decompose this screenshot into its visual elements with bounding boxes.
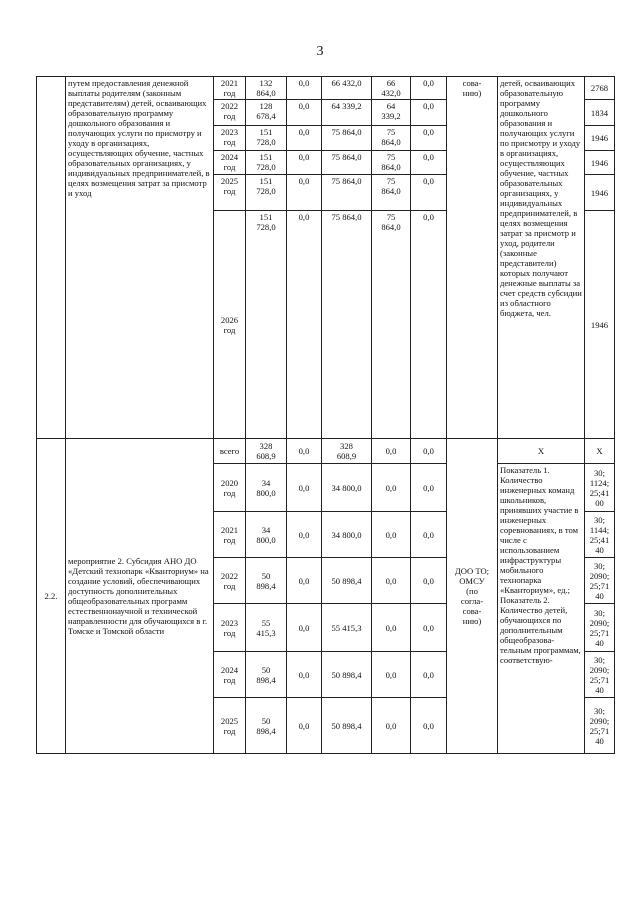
table-row-total (37, 439, 615, 464)
total-cell: 328 608,9 (246, 439, 287, 464)
federal-cell: 0,0 (287, 439, 322, 464)
total-cell: 151 728,0 (246, 126, 287, 151)
federal-cell: 0,0 (287, 77, 322, 100)
federal-cell: 0,0 (287, 151, 322, 175)
federal-cell: 0,0 (287, 175, 322, 211)
other-cell: 0,0 (411, 77, 447, 100)
year-cell: 2021 год (214, 77, 246, 100)
federal-cell: 0,0 (287, 126, 322, 151)
executor-cell: ДОО ТО; ОМСУ (по согла- сова- нию) (447, 439, 498, 754)
year-cell: 2022 год (214, 100, 246, 126)
indicator-value-cell: 30; 2090; 25;71 40 (585, 558, 615, 604)
other-cell: 0,0 (411, 439, 447, 464)
regional-cell: 34 800,0 (322, 464, 372, 512)
local-cell: 0,0 (372, 558, 411, 604)
other-cell: 0,0 (411, 604, 447, 652)
regional-cell: 75 864,0 (322, 175, 372, 211)
year-cell: 2023 год (214, 126, 246, 151)
local-cell: 0,0 (372, 652, 411, 698)
local-cell: 0,0 (372, 604, 411, 652)
year-cell: 2021 год (214, 512, 246, 558)
indicator-value-cell: 30; 2090; 25;71 40 (585, 652, 615, 698)
indicator-value-cell: 30; 2090; 25;71 40 (585, 698, 615, 754)
federal-cell: 0,0 (287, 464, 322, 512)
indicator-value-cell: 1946 (585, 211, 615, 439)
total-cell: 128 678,4 (246, 100, 287, 126)
regional-cell: 328 608,9 (322, 439, 372, 464)
indicator-value-cell: 30; 1124; 25;41 00 (585, 464, 615, 512)
year-cell: 2020 год (214, 464, 246, 512)
local-cell: 0,0 (372, 698, 411, 754)
total-cell: 50 898,4 (246, 652, 287, 698)
other-cell: 0,0 (411, 100, 447, 126)
year-cell: 2024 год (214, 652, 246, 698)
local-cell: 75 864,0 (372, 211, 411, 439)
regional-cell: 75 864,0 (322, 151, 372, 175)
other-cell: 0,0 (411, 698, 447, 754)
regional-cell: 55 415,3 (322, 604, 372, 652)
total-cell: 55 415,3 (246, 604, 287, 652)
indicator-value-cell: 1946 (585, 175, 615, 211)
regional-cell: 50 898,4 (322, 698, 372, 754)
year-cell: 2025 год (214, 698, 246, 754)
indicator-value-cell: 1834 (585, 100, 615, 126)
year-cell: всего (214, 439, 246, 464)
regional-cell: 75 864,0 (322, 211, 372, 439)
other-cell: 0,0 (411, 126, 447, 151)
regional-cell: 50 898,4 (322, 652, 372, 698)
indicator-value-cell: 30; 1144; 25;41 40 (585, 512, 615, 558)
federal-cell: 0,0 (287, 652, 322, 698)
indicator-header-cell: Х (498, 439, 585, 464)
local-cell: 0,0 (372, 512, 411, 558)
other-cell: 0,0 (411, 175, 447, 211)
federal-cell: 0,0 (287, 100, 322, 126)
section-2-rows (37, 439, 615, 754)
year-cell: 2023 год (214, 604, 246, 652)
local-cell: 0,0 (372, 439, 411, 464)
regional-cell: 75 864,0 (322, 126, 372, 151)
other-cell: 0,0 (411, 512, 447, 558)
value-header-cell: Х (585, 439, 615, 464)
federal-cell: 0,0 (287, 211, 322, 439)
local-cell: 75 864,0 (372, 126, 411, 151)
year-cell: 2022 год (214, 558, 246, 604)
total-cell: 34 800,0 (246, 512, 287, 558)
total-cell: 50 898,4 (246, 698, 287, 754)
federal-cell: 0,0 (287, 512, 322, 558)
executor-cell: сова- нию) (447, 77, 498, 439)
total-cell: 151 728,0 (246, 175, 287, 211)
other-cell: 0,0 (411, 211, 447, 439)
other-cell: 0,0 (411, 558, 447, 604)
table-row (37, 77, 615, 100)
program-table (36, 76, 615, 754)
measure-description: путем предоставления денежной выплаты родителям (законным представителям) детей, осваивающих образовательную программу дошкольного образования и получающих услуги по присмотру и уходу в организациях, осуществляющих обучение, частных образовательных организациях, у индивидуальных предпринимателей, в целях возмещения затрат за присмотр и уход (66, 77, 214, 439)
year-cell: 2025 год (214, 175, 246, 211)
other-cell: 0,0 (411, 151, 447, 175)
local-cell: 66 432,0 (372, 77, 411, 100)
other-cell: 0,0 (411, 464, 447, 512)
regional-cell: 64 339,2 (322, 100, 372, 126)
federal-cell: 0,0 (287, 558, 322, 604)
federal-cell: 0,0 (287, 604, 322, 652)
year-cell: 2026 год (214, 211, 246, 439)
local-cell: 64 339,2 (372, 100, 411, 126)
local-cell: 75 864,0 (372, 175, 411, 211)
total-cell: 34 800,0 (246, 464, 287, 512)
local-cell: 75 864,0 (372, 151, 411, 175)
section-1-rows (37, 77, 615, 439)
indicator-value-cell: 2768 (585, 77, 615, 100)
measure-description: мероприятие 2. Субсидия АНО ДО «Детский технопарк «Кванториум» на создание условий, обеспечивающих доступность дополнительных общеобразовательных программ естественнонаучной и технической направленности для обучающихся в г. Томске и Томской области (66, 439, 214, 754)
regional-cell: 50 898,4 (322, 558, 372, 604)
other-cell: 0,0 (411, 652, 447, 698)
total-cell: 151 728,0 (246, 151, 287, 175)
indicator-value-cell: 1946 (585, 126, 615, 151)
indicator-value-cell: 30; 2090; 25;71 40 (585, 604, 615, 652)
total-cell: 50 898,4 (246, 558, 287, 604)
regional-cell: 34 800,0 (322, 512, 372, 558)
year-cell: 2024 год (214, 151, 246, 175)
indicator-value-cell: 1946 (585, 151, 615, 175)
indicator-cell: Показатель 1. Количество инженерных команд школьников, принявших участие в инженерных соревнованиях, в том числе с использованием инфраструктуры мобильного технопарка «Кванториум», ед.; Показатель 2. Количество детей, обучающихся по дополнительным общеобразова-тельным программам, соответствую- (498, 464, 585, 754)
total-cell: 151 728,0 (246, 211, 287, 439)
total-cell: 132 864,0 (246, 77, 287, 100)
local-cell: 0,0 (372, 464, 411, 512)
regional-cell: 66 432,0 (322, 77, 372, 100)
indicator-cell: детей, осваивающих образовательную программу дошкольного образования и получающих услуги по присмотру и уходу в организациях, осуществляющих обучение, частных образовательных организациях, у индивидуальных предпринимателей, в целях возмещения затрат за присмотр и уход, родители (законные представители) которых получают денежные выплаты за счет средств субсидии из областного бюджета, чел. (498, 77, 585, 439)
row-number-cell (37, 77, 66, 439)
federal-cell: 0,0 (287, 698, 322, 754)
page-number: 3 (316, 44, 324, 59)
row-number-cell: 2.2. (37, 439, 66, 754)
